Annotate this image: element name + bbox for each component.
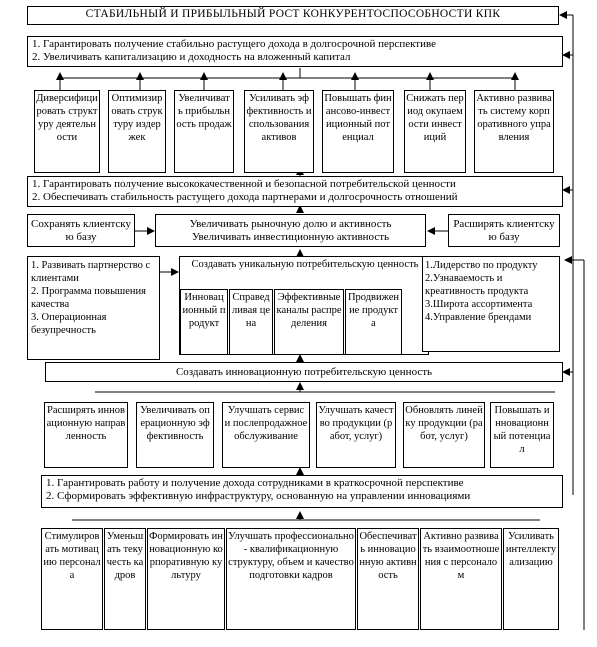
innovation-value-box: Создавать инновационную потребительскую ценность <box>45 362 563 382</box>
b-intellectualization: Усиливать интеллектуализацию <box>503 528 559 630</box>
inn-service: Улучшать сервис и послепродажное обслуживание <box>222 402 310 468</box>
b-qualification: Улучшать профессионально - квалификационную структуру, объем и качество подготовки кадров <box>226 528 356 630</box>
l1-item-diversify: Диверсифицировать структуру деятельности <box>34 90 100 173</box>
right-list-item-2: 2.Узнаваемость и креативность продукта <box>425 273 529 297</box>
right-list-item-3: 3.Широта ассортимента <box>425 299 533 310</box>
level3-goals <box>41 475 563 508</box>
inn-quality: Улучшать качество продукции (работ, услуг) <box>316 402 396 468</box>
l1-item-optimize: Оптимизировать структуру издержек <box>108 90 166 173</box>
expand-client-base: Расширять клиентскую базу <box>448 214 560 247</box>
uv-distribution: Эффективные каналы распределения <box>274 289 344 355</box>
client-partnership-list <box>27 256 160 360</box>
level3-goal-2: 2. Сформировать эффективную инфраструктуру, основанную на управлении инновациями <box>46 490 471 502</box>
uv-fair-price: Справедливая цена <box>229 289 273 355</box>
b-culture: Формировать инновационную корпоративную культуру <box>147 528 225 630</box>
unique-value-title: Создавать уникальную потребительскую ценность <box>191 259 419 270</box>
page-title: СТАБИЛЬНЫЙ И ПРИБЫЛЬНЫЙ РОСТ КОНКУРЕНТОСПОСОБНОСТИ КПК <box>27 6 559 25</box>
level2-goal-2: 2. Обеспечивать стабильность растущего дохода партнерами и долгосрочность отношений <box>32 191 458 203</box>
uv-promotion: Продвижение продукта <box>345 289 402 355</box>
l1-item-assets: Усиливать эффективность использования активов <box>244 90 314 173</box>
level1-goal-1: 1. Гарантировать получение стабильно растущего дохода в долгосрочной перспективе <box>32 38 436 50</box>
inn-potential: Повышать инновационный потенциал <box>490 402 554 468</box>
b-motivation: Стимулировать мотивацию персонала <box>41 528 103 630</box>
left-list-item-1: 1. Развивать партнерство с клиентами <box>31 260 151 284</box>
level1-goals <box>27 36 563 67</box>
l1-item-profit: Увеличивать прибыльность продаж <box>174 90 234 173</box>
inn-expand-direction: Расширять инновационную направленность <box>44 402 128 468</box>
market-share-box <box>155 214 426 247</box>
l1-item-payback: Снижать период окупаемости инвестиций <box>404 90 466 173</box>
investment-activity-line: Увеличивать инвестиционную активность <box>191 230 390 243</box>
right-list-item-4: 4.Управление брендами <box>425 312 532 323</box>
inn-operational-efficiency: Увеличивать операционную эффективность <box>136 402 214 468</box>
level2-goals <box>27 176 563 207</box>
market-share-line: Увеличивать рыночную долю и активность <box>189 217 392 230</box>
b-personnel-relations: Активно развивать взаимоотношения с персоналом <box>420 528 502 630</box>
level1-goal-2: 2. Увеличивать капитализацию и доходность на вложенный капитал <box>32 51 351 63</box>
left-list-item-2: 2. Программа повышения качества <box>31 286 146 310</box>
left-list-item-3: 3. Операционная безупречность <box>31 312 107 336</box>
b-innovation-activity: Обеспечивать инновационную активность <box>357 528 419 630</box>
brand-leadership-list <box>422 256 560 352</box>
keep-client-base: Сохранять клиентскую базу <box>27 214 135 247</box>
inn-product-line: Обновлять линейку продукции (работ, услуг) <box>403 402 485 468</box>
right-list-item-1: 1.Лидерство по продукту <box>425 260 538 271</box>
l1-item-governance: Активно развивать систему корпоративного управления <box>474 90 554 173</box>
b-turnover: Уменьшать текучесть кадров <box>104 528 146 630</box>
level3-goal-1: 1. Гарантировать работу и получение дохода сотрудниками в краткосрочной перспективе <box>46 477 464 489</box>
l1-item-finance: Повышать финансово-инвестиционный потенциал <box>322 90 394 173</box>
level2-goal-1: 1. Гарантировать получение высококачественной и безопасной потребительской ценности <box>32 178 456 190</box>
uv-innovative-product: Инновационный продукт <box>180 289 228 355</box>
